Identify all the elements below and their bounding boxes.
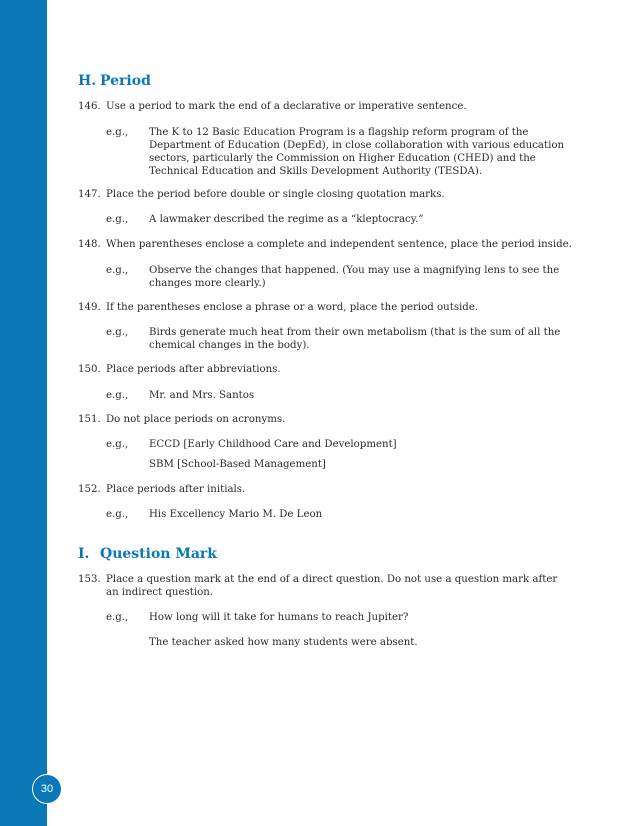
example-153: e.g., How long will it take for humans to reach Jupiter? [106, 612, 409, 623]
example-148: e.g., Observe the changes that happened. (You may use a magnifying lens to see the changes more clearly.) [106, 265, 560, 289]
rule-148: 148. When parentheses enclose a complete and independent sentence, place the period inside. [78, 239, 572, 250]
rule-147: 147. Place the period before double or single closing quotation marks. [78, 189, 445, 200]
rule-151: 151. Do not place periods on acronyms. [78, 414, 286, 425]
example-151: e.g., ECCD [Early Childhood Care and Development] [106, 439, 397, 450]
example-153-second: The teacher asked how many students were absent. [149, 637, 418, 648]
example-146: e.g., The K to 12 Basic Education Program is a flagship reform program of the Department of Education (DepEd), in close collaboration with various education sectors, particularly the Commission on Higher Education (CHED) and the Technical Education and Skills Development Authority (TESDA). [106, 127, 565, 177]
section-title-period: H. Period [78, 73, 151, 89]
example-152: e.g., His Excellency Mario M. De Leon [106, 509, 323, 520]
example-149: e.g., Birds generate much heat from their own metabolism (that is the sum of all the chemical changes in the body). [106, 327, 561, 351]
example-147: e.g., A lawmaker described the regime as a “kleptocracy.” [106, 214, 424, 225]
example-150: e.g., Mr. and Mrs. Santos [106, 390, 255, 401]
example-151-second: SBM [School-Based Management] [149, 459, 326, 470]
rule-153: 153. Place a question mark at the end of a direct question. Do not use a question mark after an indirect question. [78, 574, 558, 598]
rule-150: 150. Place periods after abbreviations. [78, 364, 281, 375]
page-number-badge [32, 774, 62, 804]
rule-149: 149. If the parentheses enclose a phrase or a word, place the period outside. [78, 302, 479, 313]
rule-146: 146. Use a period to mark the end of a declarative or imperative sentence. [78, 101, 467, 112]
rule-152: 152. Place periods after initials. [78, 484, 246, 495]
page-number: 30 [40, 783, 54, 795]
side-color-band [0, 0, 47, 826]
section-title-question-mark: I. Question Mark [78, 546, 217, 562]
